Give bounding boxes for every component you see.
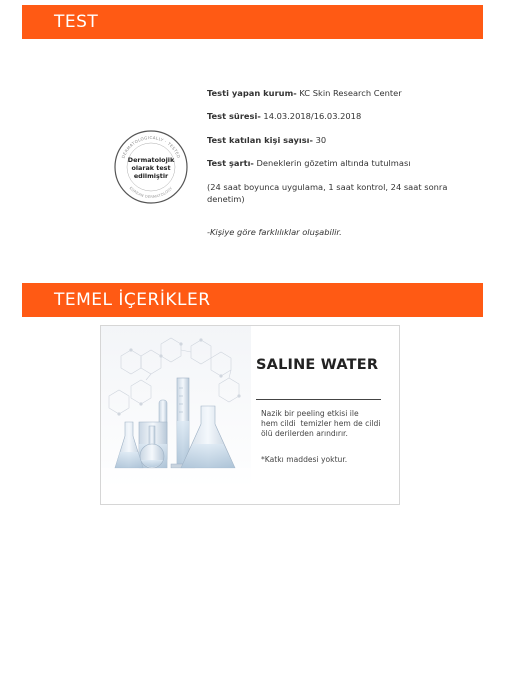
test-period-row	[207, 111, 361, 122]
test-disclaimer: -Kişiye göre farklılıklar oluşabilir.	[207, 227, 342, 237]
ingredient-desc-line-2: hem cildi temizler hem de cildi	[261, 419, 381, 428]
badge-ring-top-text: DERMATOLOGICALLY · TESTED	[120, 134, 182, 159]
badge-ring-bottom-text: KOREAN DERMATOLOGY	[128, 186, 174, 200]
badge-line-1: Dermatolojik	[127, 156, 175, 164]
ingredient-card	[100, 325, 400, 505]
dermatology-seal-icon	[113, 129, 189, 205]
period-value: 14.03.2018/16.03.2018	[260, 111, 362, 121]
ingredients-section-header	[22, 283, 483, 317]
period-label: Test süresi-	[207, 111, 261, 121]
participants-value: 30	[312, 135, 327, 145]
test-section-header	[22, 5, 483, 39]
participants-label: Test katılan kişi sayısı-	[207, 135, 313, 145]
institution-value: KC Skin Research Center	[296, 88, 402, 98]
test-schedule-line-1: (24 saat boyunca uygulama, 1 saat kontrol, 24 saat sonra	[207, 182, 448, 192]
test-schedule-line-2: denetim)	[207, 194, 245, 204]
test-institution-row	[207, 88, 402, 99]
condition-value: Deneklerin gözetim altında tutulması	[253, 158, 411, 168]
test-section-title: TEST	[54, 12, 99, 32]
badge-line-3: edilmiştir	[133, 172, 169, 180]
ingredient-name: SALINE WATER	[256, 357, 379, 373]
badge-line-2: olarak test	[131, 164, 171, 172]
ingredient-note: *Katkı maddesi yoktur.	[261, 455, 348, 464]
test-condition-row	[207, 158, 411, 169]
ingredient-description	[261, 409, 391, 439]
condition-label: Test şartı-	[207, 158, 254, 168]
institution-label: Testi yapan kurum-	[207, 88, 297, 98]
test-participants-row	[207, 135, 326, 146]
svg-text:KOREAN DERMATOLOGY	[129, 186, 174, 199]
lab-glassware-illustration	[101, 326, 251, 504]
ingredient-desc-line-1: Nazik bir peeling etkisi ile	[261, 409, 359, 418]
ingredients-section-title: TEMEL İÇERİKLER	[54, 290, 211, 310]
ingredient-divider	[256, 399, 381, 400]
ingredient-desc-line-3: ölü derilerden arındırır.	[261, 429, 348, 438]
